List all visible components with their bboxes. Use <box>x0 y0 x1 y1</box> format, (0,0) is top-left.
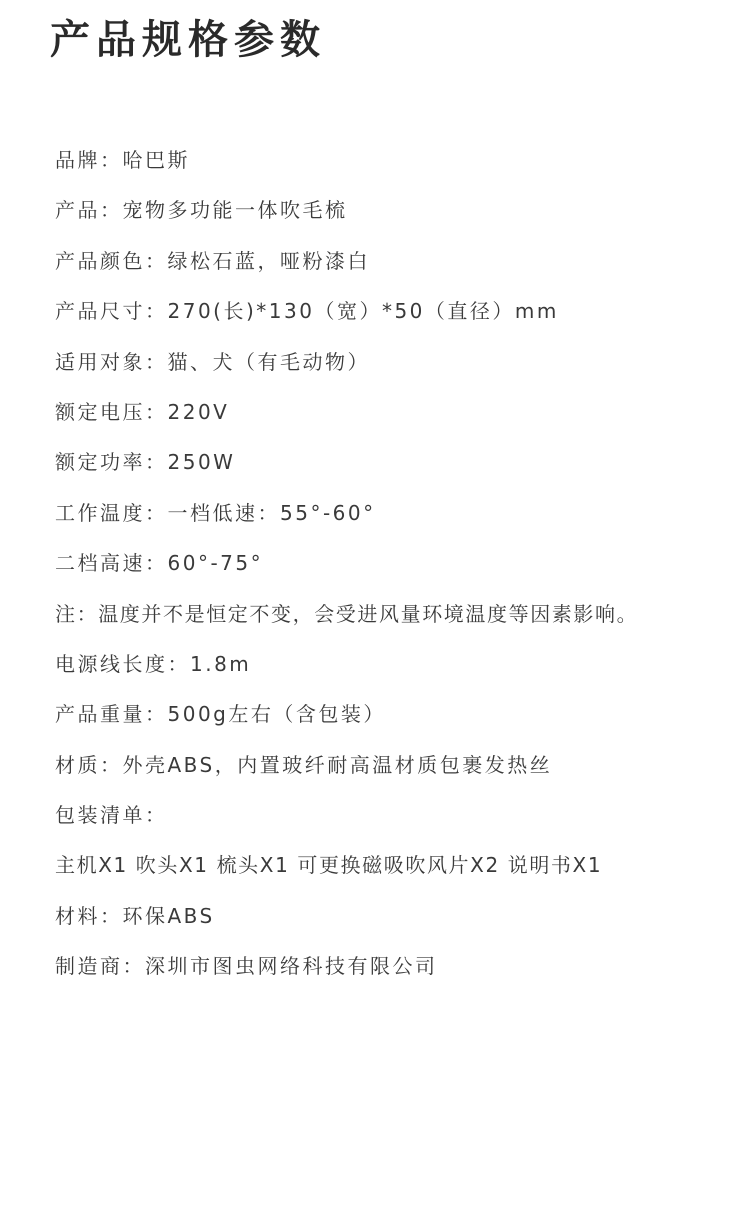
spec-brand: 品牌：哈巴斯 <box>55 148 190 172</box>
spec-weight: 产品重量：500g左右（含包装） <box>55 702 386 727</box>
spec-manufacturer: 制造商：深圳市图虫网络科技有限公司 <box>55 954 438 979</box>
page-title: 产品规格参数 <box>50 17 326 63</box>
spec-cord-length: 电源线长度：1.8m <box>55 651 252 676</box>
spec-power: 额定功率：250W <box>55 450 236 475</box>
spec-voltage: 额定电压：220V <box>55 399 230 424</box>
spec-temperature-low: 工作温度：一档低速：55°-60° <box>55 500 376 525</box>
spec-color: 产品颜色：绿松石蓝，哑粉漆白 <box>55 248 370 273</box>
spec-size: 产品尺寸：270(长)*130（宽）*50（直径）mm <box>55 299 559 324</box>
spec-package-contents: 主机X1 吹头X1 梳头X1 可更换磁吸吹风片X2 说明书X1 <box>55 853 603 878</box>
spec-temperature-high: 二档高速：60°-75° <box>55 551 264 576</box>
spec-material: 材质：外壳ABS，内置玻纤耐高温材质包裹发热丝 <box>55 752 553 777</box>
spec-package-heading: 包装清单： <box>55 803 168 828</box>
spec-note: 注：温度并不是恒定不变，会受进风量环境温度等因素影响。 <box>55 601 639 626</box>
spec-raw-material: 材料：环保ABS <box>55 903 215 928</box>
spec-target: 适用对象：猫、犬（有毛动物） <box>55 349 370 374</box>
spec-product: 产品：宠物多功能一体吹毛梳 <box>55 198 348 223</box>
spec-list <box>55 135 638 992</box>
